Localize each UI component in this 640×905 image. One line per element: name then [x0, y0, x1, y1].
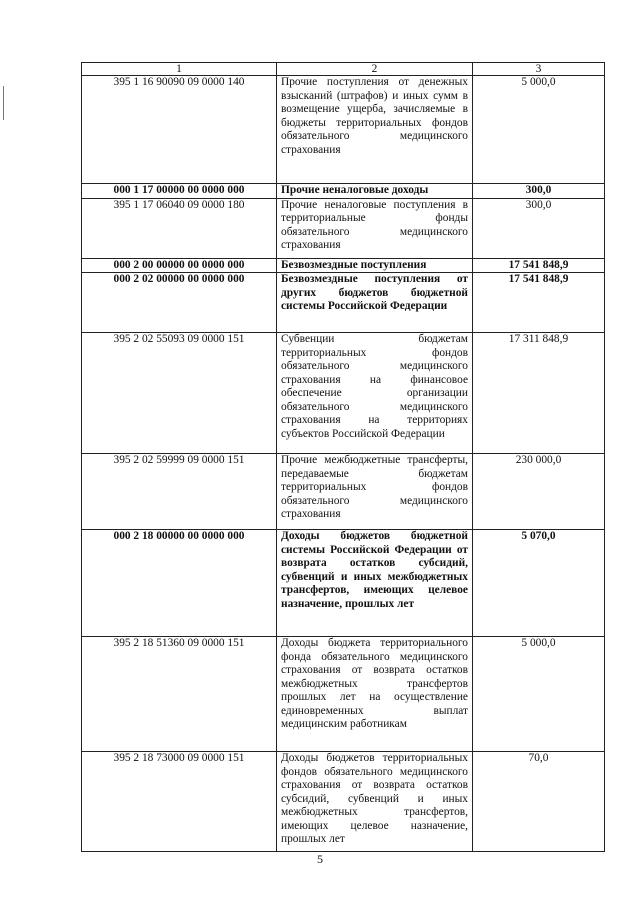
amount: 300,0	[473, 198, 605, 258]
revenue-description: Безвозмездные поступления	[277, 258, 473, 273]
revenue-description: Доходы бюджетов территориальных фондов обязательного медицинского страхования от возврата остатков субсидий, субвенций и иных межбюджетных трансфертов, имеющих целевое назначение, прошлых лет	[277, 752, 473, 852]
table-row	[82, 454, 605, 530]
table-header-row	[82, 63, 605, 76]
budget-code: 395 2 02 55093 09 0000 151	[82, 333, 277, 454]
table-row	[82, 184, 605, 199]
table-row	[82, 637, 605, 752]
page-number: 5	[317, 852, 323, 866]
amount: 17 541 848,9	[473, 258, 605, 273]
amount: 5 000,0	[473, 76, 605, 184]
revenue-description: Прочие поступления от денежных взысканий (штрафов) и иных сумм в возмещение ущерба, зачисляемые в бюджеты территориальных фондов обязательного медицинского страхования	[277, 76, 473, 184]
revenue-description: Субвенции бюджетам территориальных фондов обязательного медицинского страхования на финансовое обеспечение организации обязательного медицинского страхования на территориях субъектов Российской Федерации	[277, 333, 473, 454]
revenue-description: Доходы бюджета территориального фонда обязательного медицинского страхования от возврата остатков межбюджетных трансфертов прошлых лет на осуществление единовременных выплат медицинским работникам	[277, 637, 473, 752]
revenue-description: Прочие неналоговые поступления в территориальные фонды обязательного медицинского страхования	[277, 198, 473, 258]
table-row	[82, 76, 605, 184]
table-row	[82, 198, 605, 258]
table-row	[82, 333, 605, 454]
column-header: 2	[277, 63, 473, 76]
budget-code: 395 2 02 59999 09 0000 151	[82, 454, 277, 530]
revenue-table	[81, 62, 605, 852]
column-header: 3	[473, 63, 605, 76]
table-row	[82, 752, 605, 852]
budget-code: 395 1 16 90090 09 0000 140	[82, 76, 277, 184]
amount: 300,0	[473, 184, 605, 199]
revenue-description: Прочие межбюджетные трансферты, передаваемые бюджетам территориальных фондов обязательного медицинского страхования	[277, 454, 473, 530]
scan-margin-mark	[3, 86, 4, 120]
table-row	[82, 530, 605, 637]
amount: 5 000,0	[473, 637, 605, 752]
budget-code: 395 2 18 73000 09 0000 151	[82, 752, 277, 852]
amount: 70,0	[473, 752, 605, 852]
amount: 5 070,0	[473, 530, 605, 637]
budget-code: 000 2 02 00000 00 0000 000	[82, 273, 277, 333]
amount: 230 000,0	[473, 454, 605, 530]
table-row	[82, 258, 605, 273]
table-row	[82, 273, 605, 333]
column-header: 1	[82, 63, 277, 76]
budget-code: 000 2 00 00000 00 0000 000	[82, 258, 277, 273]
revenue-description: Прочие неналоговые доходы	[277, 184, 473, 199]
amount: 17 311 848,9	[473, 333, 605, 454]
revenue-description: Доходы бюджетов бюджетной системы Российской Федерации от возврата остатков субсидий, субвенций и иных межбюджетных трансфертов, имеющих целевое назначение, прошлых лет	[277, 530, 473, 637]
revenue-description: Безвозмездные поступления от других бюджетов бюджетной системы Российской Федерации	[277, 273, 473, 333]
budget-code: 000 2 18 00000 00 0000 000	[82, 530, 277, 637]
budget-code: 395 1 17 06040 09 0000 180	[82, 198, 277, 258]
budget-code: 000 1 17 00000 00 0000 000	[82, 184, 277, 199]
amount: 17 541 848,9	[473, 273, 605, 333]
budget-code: 395 2 18 51360 09 0000 151	[82, 637, 277, 752]
